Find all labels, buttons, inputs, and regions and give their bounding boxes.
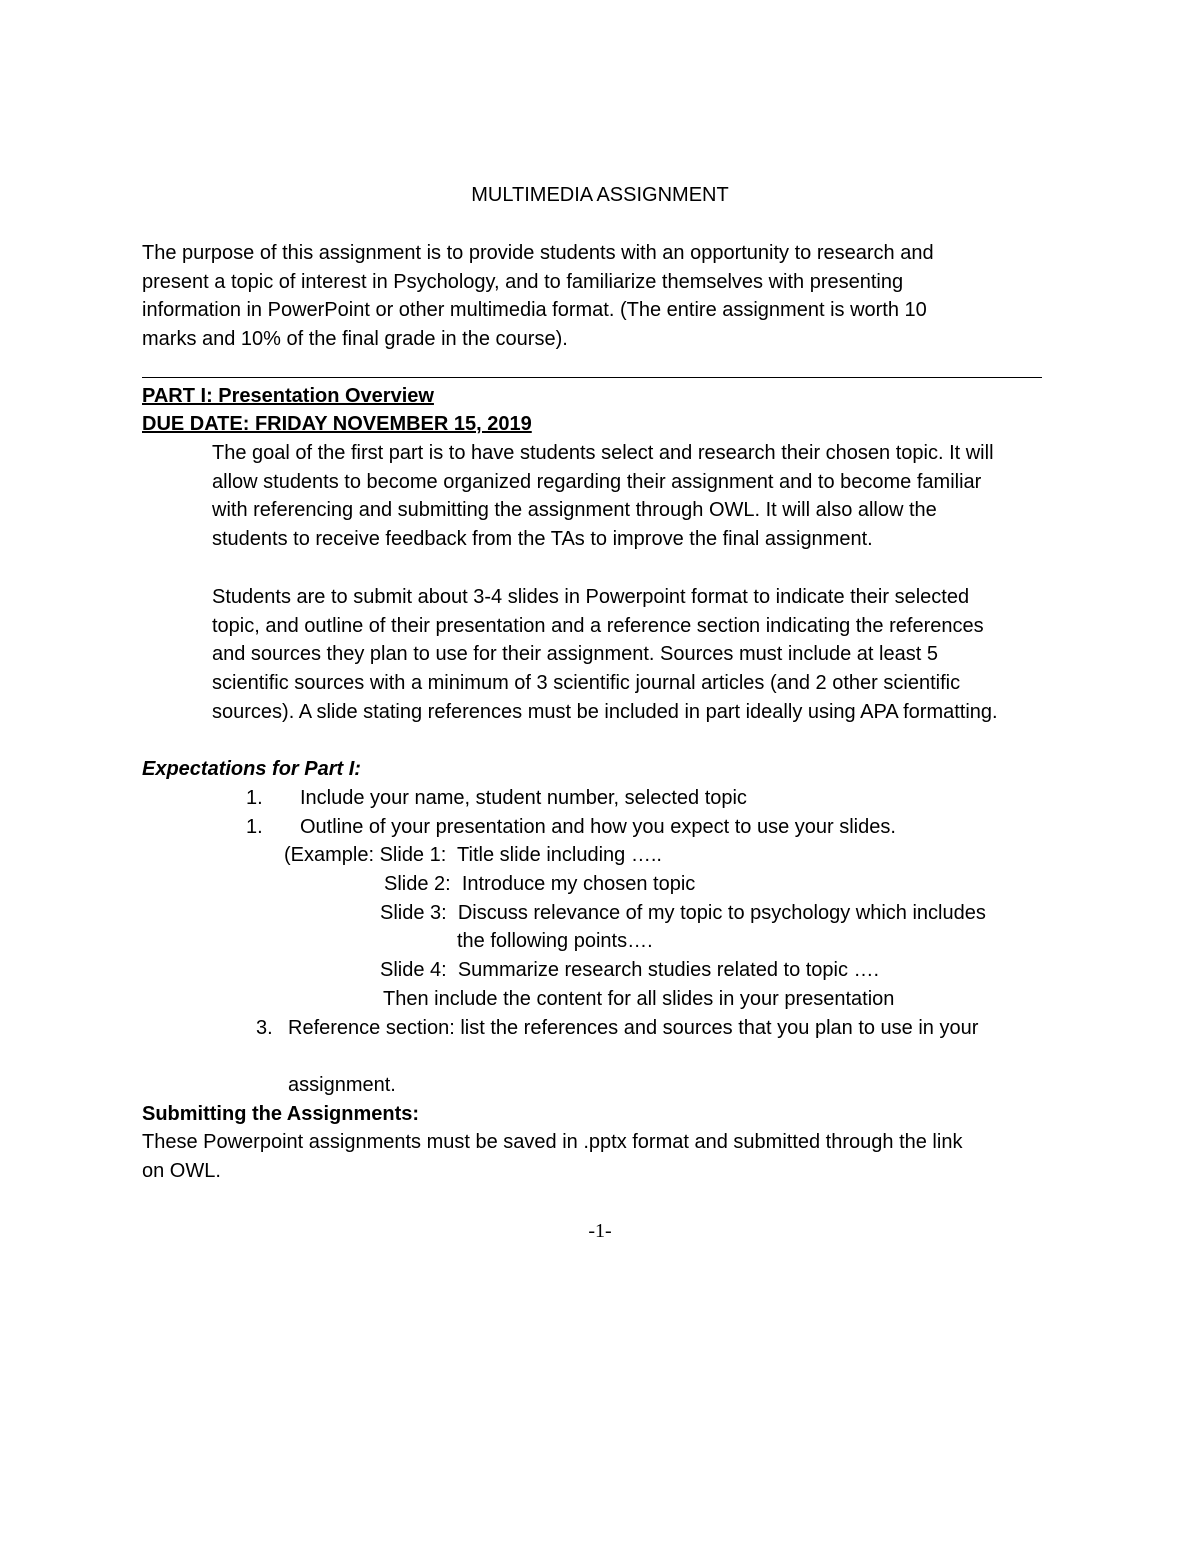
- due-date: DUE DATE: FRIDAY NOVEMBER 15, 2019: [142, 413, 532, 435]
- submit-line: sources). A slide stating references must be included in part ideally using APA formatting.: [212, 701, 998, 723]
- intro-line: marks and 10% of the final grade in the course).: [142, 328, 568, 350]
- submit-line: topic, and outline of their presentation and a reference section indicating the references: [212, 615, 984, 637]
- goal-line: The goal of the first part is to have students select and research their chosen topic. It will: [212, 442, 994, 464]
- submitting-heading: Submitting the Assignments:: [142, 1103, 420, 1125]
- list-item-continuation: assignment.: [288, 1074, 396, 1096]
- intro-line: The purpose of this assignment is to provide students with an opportunity to research and: [142, 242, 934, 264]
- goal-line: with referencing and submitting the assignment through OWL. It will also allow the: [212, 499, 937, 521]
- list-item: Reference section: list the references and sources that you plan to use in your: [288, 1017, 979, 1039]
- submitting-line: on OWL.: [142, 1160, 221, 1182]
- example-line: Slide 4: Summarize research studies related to topic ….: [380, 959, 880, 981]
- list-item: Outline of your presentation and how you expect to use your slides.: [300, 816, 896, 838]
- goal-line: allow students to become organized regarding their assignment and to become familiar: [212, 471, 982, 493]
- page-number: -1-: [588, 1220, 612, 1242]
- example-line: Slide 2: Introduce my chosen topic: [384, 873, 696, 895]
- intro-line: present a topic of interest in Psychology, and to familiarize themselves with presenting: [142, 271, 904, 293]
- example-line: Then include the content for all slides in your presentation: [383, 988, 895, 1010]
- submit-line: and sources they plan to use for their assignment. Sources must include at least 5: [212, 643, 938, 665]
- horizontal-divider: [142, 377, 1042, 378]
- submit-line: scientific sources with a minimum of 3 scientific journal articles (and 2 other scientific: [212, 672, 961, 694]
- example-line: (Example: Slide 1: Title slide including …..: [284, 844, 662, 866]
- document-title: MULTIMEDIA ASSIGNMENT: [471, 184, 729, 206]
- example-line: Slide 3: Discuss relevance of my topic to psychology which includes: [380, 902, 986, 924]
- submit-line: Students are to submit about 3-4 slides in Powerpoint format to indicate their selected: [212, 586, 970, 608]
- example-line: the following points….: [457, 930, 653, 952]
- list-number: 1.: [246, 816, 263, 838]
- list-item: Include your name, student number, selected topic: [300, 787, 747, 809]
- list-number: 3.: [256, 1017, 273, 1039]
- submitting-line: These Powerpoint assignments must be saved in .pptx format and submitted through the link: [142, 1131, 963, 1153]
- intro-line: information in PowerPoint or other multimedia format. (The entire assignment is worth 10: [142, 299, 927, 321]
- list-number: 1.: [246, 787, 263, 809]
- expectations-heading: Expectations for Part I:: [142, 758, 361, 780]
- part1-heading: PART I: Presentation Overview: [142, 385, 434, 407]
- goal-line: students to receive feedback from the TAs to improve the final assignment.: [212, 528, 873, 550]
